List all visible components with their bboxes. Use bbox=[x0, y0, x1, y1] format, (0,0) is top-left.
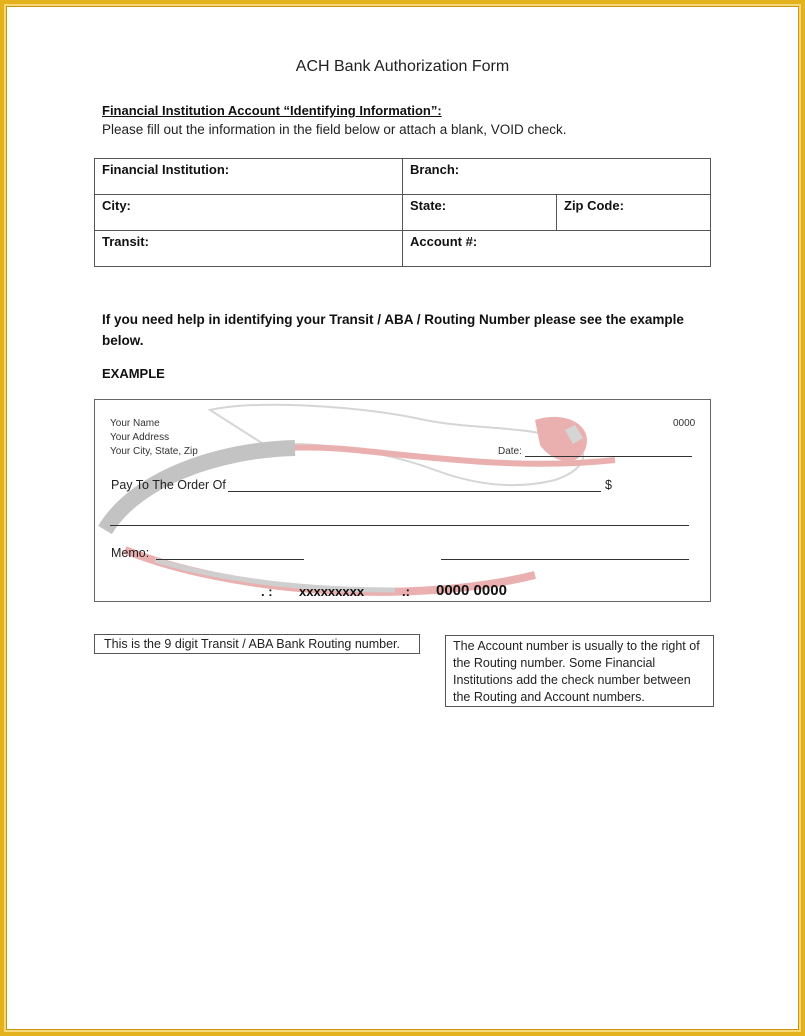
date-label: Date: bbox=[498, 446, 522, 457]
memo-label: Memo: bbox=[111, 546, 150, 560]
signature-line[interactable] bbox=[441, 559, 689, 560]
section-heading: Financial Institution Account “Identifying Information”: bbox=[102, 103, 442, 118]
date-line[interactable] bbox=[525, 456, 692, 457]
account-number-note: The Account number is usually to the right of the Routing number. Some Financial Institutions add the check number between the Routing and Account numbers. bbox=[445, 635, 714, 707]
bank-info-table bbox=[94, 158, 711, 267]
transit-field[interactable]: Transit: bbox=[95, 231, 403, 267]
payer-city-state-zip: Your City, State, Zip bbox=[110, 446, 198, 457]
payee-line[interactable] bbox=[228, 491, 601, 492]
memo-line[interactable] bbox=[156, 559, 304, 560]
amount-words-line[interactable] bbox=[110, 525, 689, 526]
financial-institution-field[interactable]: Financial Institution: bbox=[95, 159, 403, 195]
example-check bbox=[94, 399, 711, 602]
pay-to-label: Pay To The Order Of bbox=[111, 478, 226, 492]
account-field[interactable]: Account #: bbox=[403, 231, 711, 267]
city-field[interactable]: City: bbox=[95, 195, 403, 231]
example-label: EXAMPLE bbox=[102, 366, 165, 381]
currency-symbol: $ bbox=[605, 478, 612, 492]
zip-code-field[interactable]: Zip Code: bbox=[557, 195, 711, 231]
state-field[interactable]: State: bbox=[403, 195, 557, 231]
form-title: ACH Bank Authorization Form bbox=[295, 58, 510, 75]
section-instruction: Please fill out the information in the field below or attach a blank, VOID check. bbox=[102, 122, 567, 137]
payer-name: Your Name bbox=[110, 418, 160, 429]
help-text: If you need help in identifying your Transit / ABA / Routing Number please see the example below. bbox=[102, 312, 684, 348]
micr-transit-symbol: . : bbox=[261, 584, 273, 599]
micr-account-number: 0000 0000 bbox=[436, 582, 507, 599]
micr-account-symbol: .: bbox=[402, 584, 410, 599]
micr-routing-number: xxxxxxxxx bbox=[299, 584, 365, 599]
flag-map-watermark bbox=[95, 400, 711, 602]
payer-address: Your Address bbox=[110, 432, 170, 443]
branch-field[interactable]: Branch: bbox=[403, 159, 711, 195]
routing-number-note: This is the 9 digit Transit / ABA Bank Routing number. bbox=[94, 634, 420, 654]
check-number: 0000 bbox=[673, 418, 696, 429]
